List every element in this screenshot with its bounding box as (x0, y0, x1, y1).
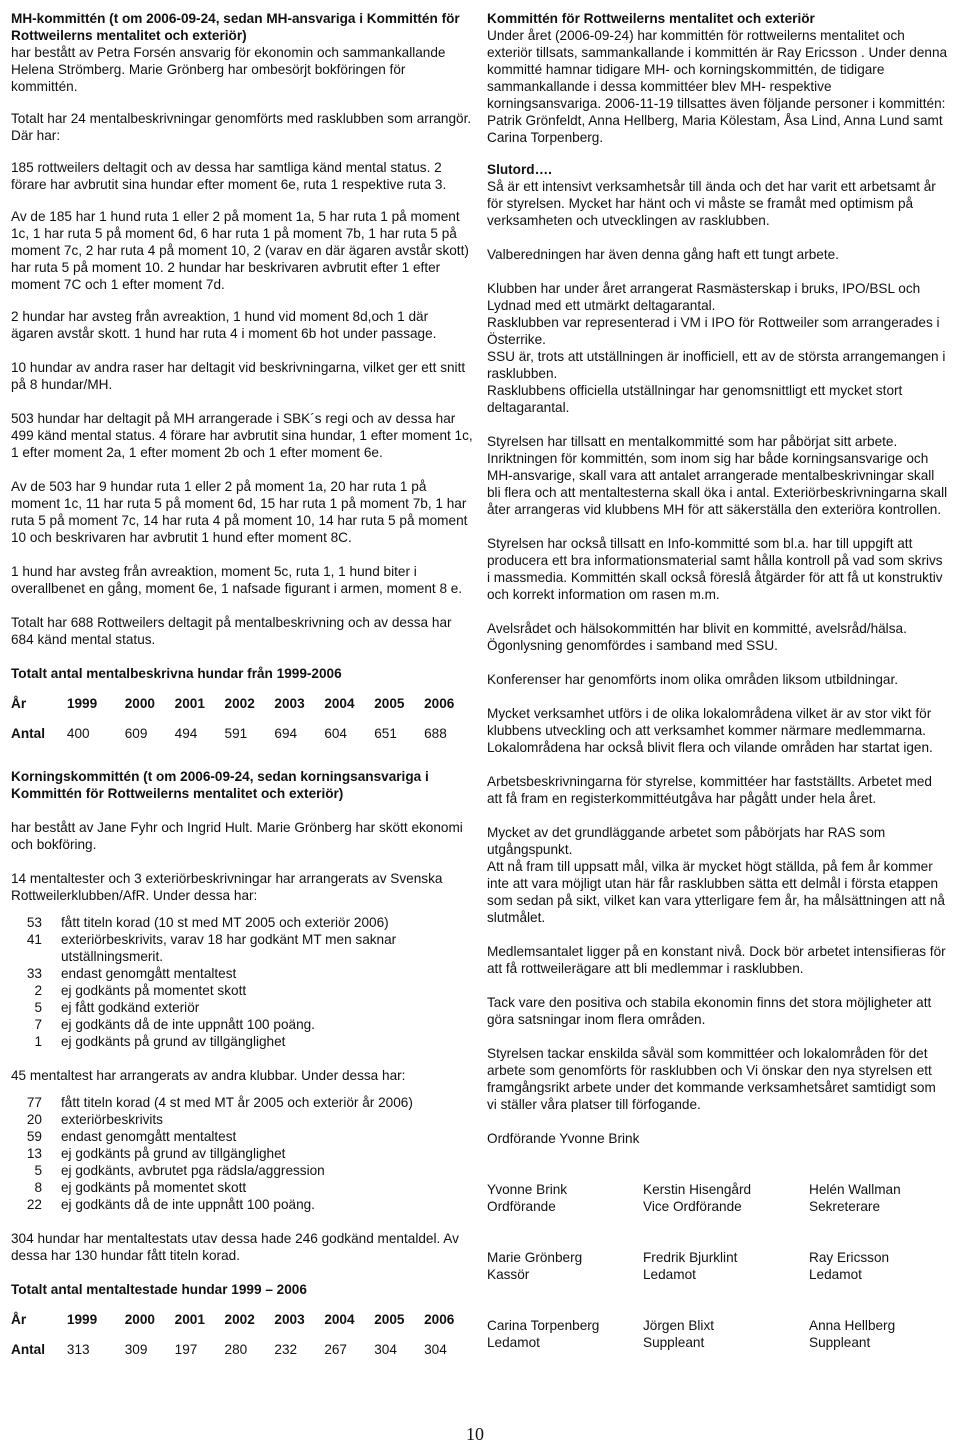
arbetsbeskrivningar-paragraph: Arbetsbeskrivningarna för styrelse, kommittéer har fastställts. Arbetet med att få fram en registerkommittéutgåva har pågått under hela året. (487, 774, 932, 806)
konferenser-paragraph: Konferenser har genomförts inom olika områden liksom utbildningar. (487, 672, 899, 687)
avelsrad-paragraph: Avelsrådet och hälsokommittén har blivit en kommitté, avelsråd/hälsa. Ögonlysning genomfördes i samband med SSU. (487, 621, 907, 653)
signature-name: Kerstin Hisengård (643, 1182, 752, 1197)
list-text: endast genomgått mentaltest (61, 1129, 237, 1144)
table1-title: Totalt antal mentalbeskrivna hundar från 1999-2006 (11, 666, 342, 681)
ordforande-line: Ordförande Yvonne Brink (487, 1131, 640, 1146)
list-count: 2 (34, 983, 42, 998)
list-count: 5 (34, 1163, 42, 1178)
list-text: fått titeln korad (10 st med MT 2005 och exteriör 2006) (61, 915, 389, 930)
utstallningar-paragraph: Rasklubbens officiella utställningar har genomsnittligt ett mycket stort deltagarantal. (487, 383, 903, 415)
list-item (11, 914, 474, 931)
row-label-year: År (11, 1311, 27, 1327)
count-cell: 651 (374, 725, 397, 741)
signature-name: Yvonne Brink (487, 1182, 568, 1197)
table-row (11, 1334, 474, 1364)
count-cell: 694 (274, 725, 298, 741)
signature-row (487, 1249, 949, 1300)
table-row (11, 718, 474, 748)
count-cell: 304 (374, 1341, 397, 1357)
list-count: 8 (34, 1180, 42, 1195)
signature (643, 1249, 737, 1283)
list-item (11, 1179, 474, 1196)
count-cell: 280 (224, 1341, 248, 1357)
ssu-paragraph: SSU är, trots att utställningen är inofficiell, ett av de största arrangemangen i rasklubben. (487, 349, 946, 381)
signature-role: Kassör (487, 1267, 530, 1282)
count-cell: 304 (424, 1341, 447, 1357)
signature-name: Carina Torpenberg (487, 1318, 600, 1333)
lokalomraden-startat-paragraph: Lokalområdena har också blivit flera och vilande områden har startat igen. (487, 740, 933, 755)
tack-paragraph: Styrelsen tackar enskilda såväl som kommittéer och lokalområden för det arbete som genomförts för rasklubben och Vi önskar den nya styrelsen ett framgångsrikt arbete under det kommande verksamhetsåret samtidigt som vi ställer våra platser till förfogande. (487, 1046, 936, 1112)
list-item (11, 965, 474, 982)
list-item (11, 1196, 474, 1213)
signature-row (487, 1181, 949, 1232)
count-cell: 197 (174, 1341, 198, 1357)
mentaltest-yearly-table (11, 1304, 474, 1364)
year-cell: 1999 (66, 1311, 98, 1327)
list-text: ej fått godkänd exteriör (61, 1000, 200, 1015)
signature-role: Suppleant (643, 1335, 705, 1350)
list-count: 59 (26, 1129, 42, 1144)
list-text: exteriörbeskrivits (61, 1112, 163, 1127)
list-text: ej godkänts på grund av tillgänglighet (61, 1146, 286, 1161)
ras-paragraph: Mycket av det grundläggande arbetet som påbörjats har RAS som utgångspunkt. (487, 825, 886, 857)
list-count: 53 (26, 915, 42, 930)
signature-role: Vice Ordförande (643, 1199, 742, 1214)
count-cell: 267 (324, 1341, 347, 1357)
list-item (11, 1162, 474, 1179)
signature-row (487, 1317, 949, 1368)
year-cell: 2004 (324, 695, 355, 711)
korning-own-tests: 14 mentaltester och 3 exteriörbeskrivningar har arrangerats av Svenska Rottweilerklubben/AfR. Under dessa har: (11, 871, 443, 903)
lokalomraden-paragraph: Mycket verksamhet utförs i de olika lokalområdena vilket är av stor vikt för klubbens utveckling och att verksamhet kommer närmare medlemmarna. (487, 706, 932, 738)
left-column (11, 10, 474, 1364)
signature (809, 1249, 889, 1283)
mh-avreaktion-paragraph: 2 hundar har avsteg från avreaktion, 1 hund vid moment 8d,och 1 där ägaren avstår skott. 1 hund har ruta 4 i moment 6b hot under passage. (11, 309, 437, 341)
korning-members: har bestått av Jane Fyhr och Ingrid Hult. Marie Grönberg har skött ekonomi och bokföring. (11, 820, 463, 852)
list-count: 22 (26, 1197, 42, 1212)
year-cell: 2000 (124, 1311, 155, 1327)
list-text: ej godkänts då de inte uppnått 100 poäng. (61, 1197, 315, 1212)
count-cell: 609 (124, 725, 148, 741)
count-cell: 309 (124, 1341, 148, 1357)
list-item (11, 1033, 474, 1050)
signature-name: Fredrik Bjurklint (643, 1250, 738, 1265)
list-text: ej godkänts, avbrutet pga rädsla/aggression (61, 1163, 325, 1178)
signature (643, 1317, 714, 1351)
year-cell: 2005 (374, 695, 405, 711)
signature-name: Marie Grönberg (487, 1250, 583, 1265)
year-cell: 2002 (224, 695, 255, 711)
malsattning-paragraph: Att nå fram till uppsatt mål, vilka är mycket högt ställda, på fem år kommer inte att vara möjligt utan här får rasklubben sätta ett delmål i första etappen som sedan på sikt, vilket kan vara ytterligare fem år, ha målsättningen att nå slutmålet. (487, 859, 945, 925)
list-text: endast genomgått mentaltest (61, 966, 237, 981)
year-cell: 2006 (424, 695, 455, 711)
year-cell: 2003 (274, 695, 305, 711)
own-tests-list (11, 914, 474, 1050)
list-text: fått titeln korad (4 st med MT år 2005 och exteriör år 2006) (61, 1095, 413, 1110)
list-text: ej godkänts på momentet skott (61, 1180, 247, 1195)
list-item (11, 1094, 474, 1111)
mh-185-details: Av de 185 har 1 hund ruta 1 eller 2 på moment 1a, 5 har ruta 1 på moment 1c, 1 har ruta 5 på moment 6d, 6 har ruta 1 på moment 7b, 1 har ruta 5 på moment 7c, 2 har ruta 4 på moment 10, 2 (varav en där ägaren avstår skott) har ruta 5 på moment 10. 2 hundar har beskrivaren avbrutit efter 1 efter moment 7C och 1 efter moment 7d. (11, 209, 469, 292)
signature-role: Ordförande (487, 1199, 556, 1214)
slutord-paragraph: Så är ett intensivt verksamhetsår till ända och det har varit ett arbetsamt år för styrelsen. Mycket har hänt och vi måste se framåt med optimism på verksamheten och utvecklingen av rasklubben. (487, 179, 936, 228)
signature-role: Ledamot (809, 1267, 862, 1282)
list-text: ej godkänts då de inte uppnått 100 poäng. (61, 1017, 315, 1032)
valberedningen-paragraph: Valberedningen har även denna gång haft ett tungt arbete. (487, 247, 839, 262)
vm-ipo-paragraph: Rasklubben var representerad i VM i IPO för Rottweiler som arrangerades i Österrike. (487, 315, 940, 347)
year-cell: 2000 (124, 695, 155, 711)
table2-title: Totalt antal mentaltestade hundar 1999 – 2006 (11, 1282, 307, 1297)
mh-sbk-paragraph: 503 hundar har deltagit på MH arrangerade i SBK´s regi och av dessa har 499 känd mental status. 4 förare har avbrutit sina hundar, 1 efter moment 1c, 1 efter moment 2a, 1 efter moment 2b och 1 efter moment 6e. (11, 411, 473, 460)
mh-avsteg-paragraph: 1 hund har avsteg från avreaktion, moment 5c, ruta 1, 1 hund biter i overallbenet en gång, moment 6e, 1 nafsade figurant i armen, moment 8 e. (11, 564, 463, 596)
list-text: ej godkänts på momentet skott (61, 983, 247, 998)
mh-503-details: Av de 503 har 9 hundar ruta 1 eller 2 på moment 1a, 20 har ruta 1 på moment 1c, 11 har ruta 5 på moment 6d, 15 har ruta 1 på moment 7b, 1 har ruta 5 på moment 7c, 14 har ruta 4 på moment 10, 14 har ruta 5 på moment 10 och beskrivaren har avbrutit 1 hund efter moment 8C. (11, 479, 468, 545)
mh-total-688: Totalt har 688 Rottweilers deltagit på mentalbeskrivning och av dessa har 684 känd mental status. (11, 615, 452, 647)
signature (643, 1181, 751, 1215)
list-item (11, 999, 474, 1016)
year-cell: 2001 (174, 1311, 205, 1327)
list-item (11, 1111, 474, 1128)
other-clubs-list (11, 1094, 474, 1213)
medlemsantal-paragraph: Medlemsantalet ligger på en konstant nivå. Dock bör arbetet intensifieras för att få rottweilerägare att bli medlemmar i rasklubben. (487, 944, 946, 976)
year-cell: 2002 (224, 1311, 255, 1327)
list-count: 20 (26, 1112, 42, 1127)
list-item (11, 1016, 474, 1033)
signature-role: Suppleant (809, 1335, 871, 1350)
signature (487, 1317, 599, 1351)
table-row (11, 688, 474, 718)
signature-name: Anna Hellberg (809, 1318, 896, 1333)
korning-304-paragraph: 304 hundar har mentaltestats utav dessa hade 246 godkänd mentaldel. Av dessa har 130 hundar fått titeln korad. (11, 1231, 459, 1263)
list-count: 7 (34, 1017, 42, 1032)
signature-name: Helén Wallman (809, 1182, 901, 1197)
table-row (11, 1304, 474, 1334)
count-cell: 494 (174, 725, 198, 741)
signature (809, 1317, 895, 1351)
count-cell: 400 (66, 725, 90, 741)
year-cell: 2005 (374, 1311, 405, 1327)
signature-role: Sekreterare (809, 1199, 881, 1214)
list-text: ej godkänts på grund av tillgänglighet (61, 1034, 286, 1049)
infokommitte-paragraph: Styrelsen har också tillsatt en Info-kommitté som bl.a. har till uppgift att producera ett bra informationsmaterial samt hålla kontroll på vad som skrivs i massmedia. Kommittén skall också föreslå åtgärder för att få ut konstruktiv och korrekt information om rasen m.m. (487, 536, 943, 602)
list-text: exteriörbeskrivits, varav 18 har godkänt MT men saknar utställningsmerit. (61, 932, 397, 964)
list-item (11, 1145, 474, 1162)
page-number: 10 (466, 1424, 484, 1444)
list-item (11, 982, 474, 999)
list-count: 5 (34, 1000, 42, 1015)
mh-other-breeds: 10 hundar av andra raser har deltagit vid beskrivningarna, vilket ger ett snitt på 8 hundar/MH. (11, 360, 466, 392)
list-count: 77 (26, 1095, 42, 1110)
mh-committee-heading: MH-kommittén (t om 2006-09-24, sedan MH-ansvariga i Kommittén för Rottweilerns mentalitet och exteriör) (11, 11, 460, 43)
list-count: 33 (26, 966, 42, 981)
year-cell: 2001 (174, 695, 205, 711)
list-count: 41 (26, 932, 42, 947)
mentalkommitte-paragraph: Styrelsen har tillsatt en mentalkommitté som har påbörjat sitt arbete. Inriktningen för kommittén, som inom sig har både korningsansvarige och MH-ansvarige, skall vara att antalet arrangerade mentalbeskrivningar skall bli flera och att mentaltesterna skall öka i antal. Exteriörbeskrivningarna skall åter arrangeras vid klubbens MH för att säkerställa den exteriöra kontrollen. (487, 434, 948, 517)
row-label-count: Antal (11, 725, 45, 741)
signature-name: Ray Ericsson (809, 1250, 890, 1265)
year-cell: 2006 (424, 1311, 455, 1327)
count-cell: 688 (424, 725, 447, 741)
list-item (11, 931, 474, 965)
count-cell: 313 (66, 1341, 90, 1357)
slutord-heading: Slutord…. (487, 162, 552, 177)
right-column (487, 10, 949, 1385)
rasmasterskap-paragraph: Klubben har under året arrangerat Rasmästerskap i bruks, IPO/BSL och Lydnad med ett utmärkt deltagarantal. (487, 281, 921, 313)
year-cell: 2003 (274, 1311, 305, 1327)
count-cell: 591 (224, 725, 248, 741)
mh-yearly-table (11, 688, 474, 748)
mh-committee-members: har bestått av Petra Forsén ansvarig för ekonomin och sammankallande Helena Strömberg. Marie Grönberg har ombesörjt bokföringen för kommittén. (11, 45, 446, 94)
signature (487, 1181, 567, 1215)
list-count: 13 (26, 1146, 42, 1161)
count-cell: 604 (324, 725, 347, 741)
mh-total-paragraph: Totalt har 24 mentalbeskrivningar genomförts med rasklubben som arrangör. Där har: (11, 111, 472, 143)
kommitten-heading: Kommittén för Rottweilerns mentalitet och exteriör (487, 11, 815, 26)
year-cell: 1999 (66, 695, 98, 711)
count-cell: 232 (274, 1341, 298, 1357)
row-label-year: År (11, 695, 27, 711)
list-count: 1 (34, 1034, 42, 1049)
year-cell: 2004 (324, 1311, 355, 1327)
signature-role: Ledamot (487, 1335, 540, 1350)
korning-committee-heading: Korningskommittén (t om 2006-09-24, sedan korningsansvariga i Kommittén för Rottweilerns mentalitet och exteriör) (11, 769, 429, 801)
signature (809, 1181, 901, 1215)
signature-name: Jörgen Blixt (643, 1318, 715, 1333)
kommitten-paragraph: Under året (2006-09-24) har kommittén för rottweilerns mentalitet och exteriör tillsats, sammankallande i kommittén är Ray Ericsson . Under denna kommitté hamnar tidigare MH- och korningskommittén, de tidigare sammankallande i dessa kommittéer blev MH- respektive korningsansvariga. 2006-11-19 tillsattes även följande personer i kommittén: Patrik Grönfeldt, Anna Hellberg, Maria Kölestam, Åsa Lind, Anna Lund samt Carina Torpenberg. (487, 28, 948, 145)
mh-185-paragraph: 185 rottweilers deltagit och av dessa har samtliga känd mental status. 2 förare har avbrutit sina hundar efter moment 6e, ruta 1 respektive ruta 3. (11, 160, 447, 192)
korning-other-clubs: 45 mentaltest har arrangerats av andra klubbar. Under dessa har: (11, 1068, 406, 1083)
ekonomi-paragraph: Tack vare den positiva och stabila ekonomin finns det stora möjligheter att göra satsningar inom flera områden. (487, 995, 932, 1027)
signature-role: Ledamot (643, 1267, 696, 1282)
list-item (11, 1128, 474, 1145)
signature (487, 1249, 582, 1283)
row-label-count: Antal (11, 1341, 45, 1357)
